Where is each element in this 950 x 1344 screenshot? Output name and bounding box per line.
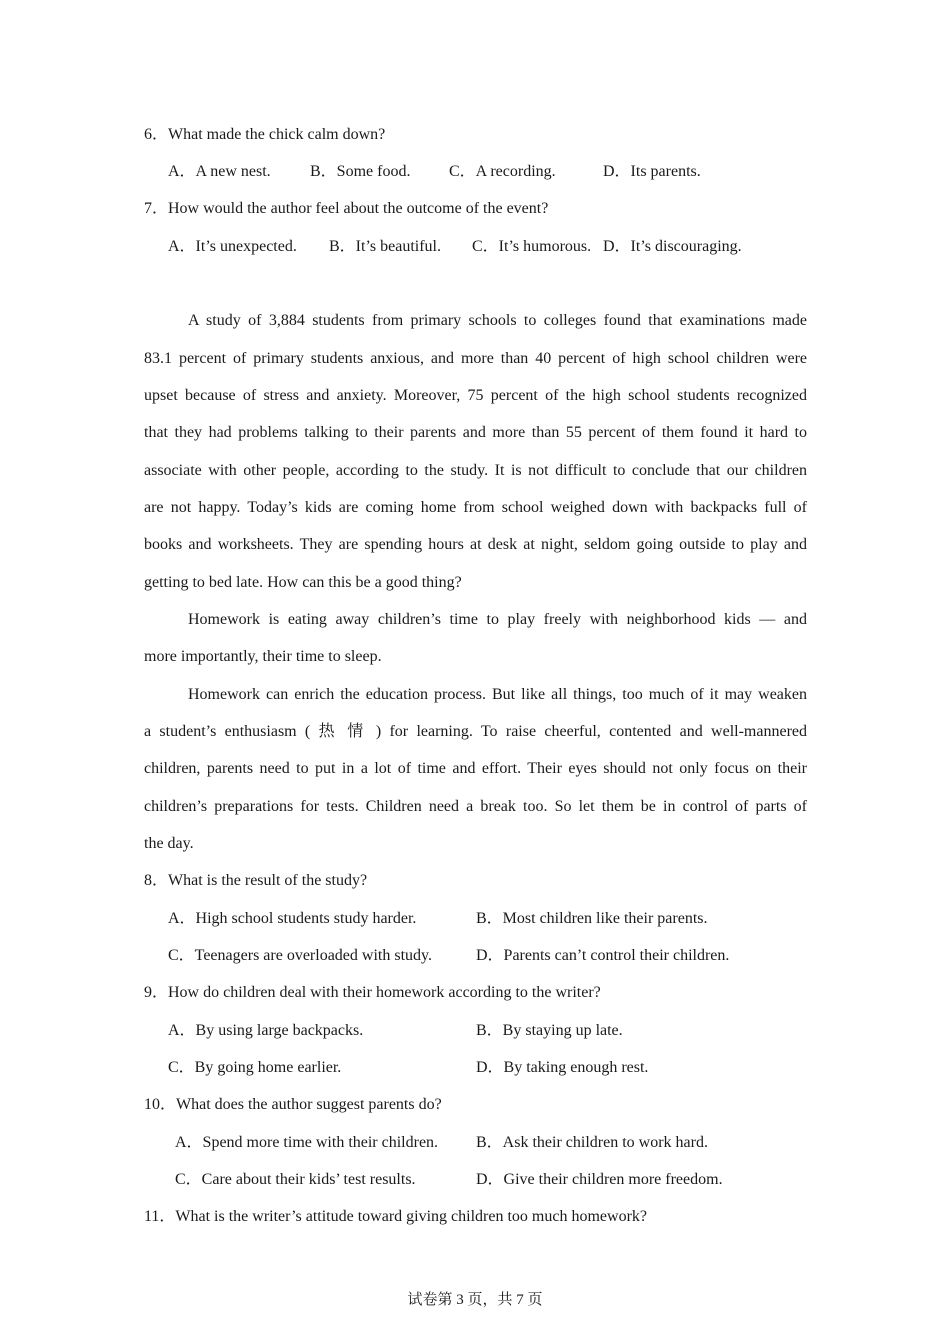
passage-line: more importantly, their time to sleep.	[144, 648, 382, 665]
q10-option-d: D．Give their children more freedom.	[476, 1171, 723, 1188]
q6-option-b: B．Some food.	[310, 163, 411, 180]
q8-option-a: A．High school students study harder.	[168, 910, 417, 927]
q8-option-c: C．Teenagers are overloaded with study.	[168, 947, 432, 964]
passage-line: the day.	[144, 835, 194, 852]
q10-option-c: C．Care about their kids’ test results.	[175, 1171, 416, 1188]
passage-line: that they had problems talking to their parents and more than 55 percent of them found it hard to	[144, 424, 807, 441]
q8-option-b: B．Most children like their parents.	[476, 910, 708, 927]
q9-option-d: D．By taking enough rest.	[476, 1059, 649, 1076]
passage-line: Homework can enrich the education process. But like all things, too much of it may weaken	[188, 686, 807, 703]
question-11: 11．What is the writer’s attitude toward giving children too much homework?	[144, 1208, 647, 1225]
passage-line: upset because of stress and anxiety. Moreover, 75 percent of the high school students recognized	[144, 387, 807, 404]
q6-option-d: D．Its parents.	[603, 163, 701, 180]
passage-line: associate with other people, according to the study. It is not difficult to conclude that our children	[144, 462, 807, 479]
passage-line: children’s preparations for tests. Children need a break too. So let them be in control of parts of	[144, 798, 807, 815]
passage-line: children, parents need to put in a lot of time and effort. Their eyes should not only focus on their	[144, 760, 807, 777]
q10-option-b: B．Ask their children to work hard.	[476, 1134, 708, 1151]
passage-line: 83.1 percent of primary students anxious, and more than 40 percent of high school children were	[144, 350, 807, 367]
q8-option-d: D．Parents can’t control their children.	[476, 947, 730, 964]
q7-option-c: C．It’s humorous.	[472, 238, 592, 255]
page-footer: 试卷第 3 页，共 7 页	[407, 1292, 543, 1308]
q6-option-a: A．A new nest.	[168, 163, 271, 180]
question-8: 8．What is the result of the study?	[144, 872, 368, 889]
passage-line: books and worksheets. They are spending hours at desk at night, seldom going outside to play and	[144, 536, 807, 553]
q9-option-a: A．By using large backpacks.	[168, 1022, 364, 1039]
question-9: 9．How do children deal with their homework according to the writer?	[144, 984, 601, 1001]
q7-option-a: A．It’s unexpected.	[168, 238, 297, 255]
passage-line: getting to bed late. How can this be a good thing?	[144, 574, 462, 591]
passage-line: Homework is eating away children’s time to play freely with neighborhood kids — and	[188, 611, 807, 628]
passage-line: are not happy. Today’s kids are coming home from school weighed down with backpacks full of	[144, 499, 807, 516]
q9-option-c: C．By going home earlier.	[168, 1059, 342, 1076]
q7-option-b: B．It’s beautiful.	[329, 238, 441, 255]
q10-option-a: A．Spend more time with their children.	[175, 1134, 439, 1151]
question-7: 7．How would the author feel about the outcome of the event?	[144, 200, 549, 217]
passage-line: A study of 3,884 students from primary schools to colleges found that examinations made	[188, 312, 807, 329]
passage-line: a student’s enthusiasm ( 热 情 ) for learning. To raise cheerful, contented and well-mannered	[144, 723, 807, 740]
q9-option-b: B．By staying up late.	[476, 1022, 623, 1039]
q7-option-d: D．It’s discouraging.	[603, 238, 742, 255]
question-6: 6．What made the chick calm down?	[144, 126, 386, 143]
question-10: 10．What does the author suggest parents do?	[144, 1096, 442, 1113]
q6-option-c: C．A recording.	[449, 163, 556, 180]
